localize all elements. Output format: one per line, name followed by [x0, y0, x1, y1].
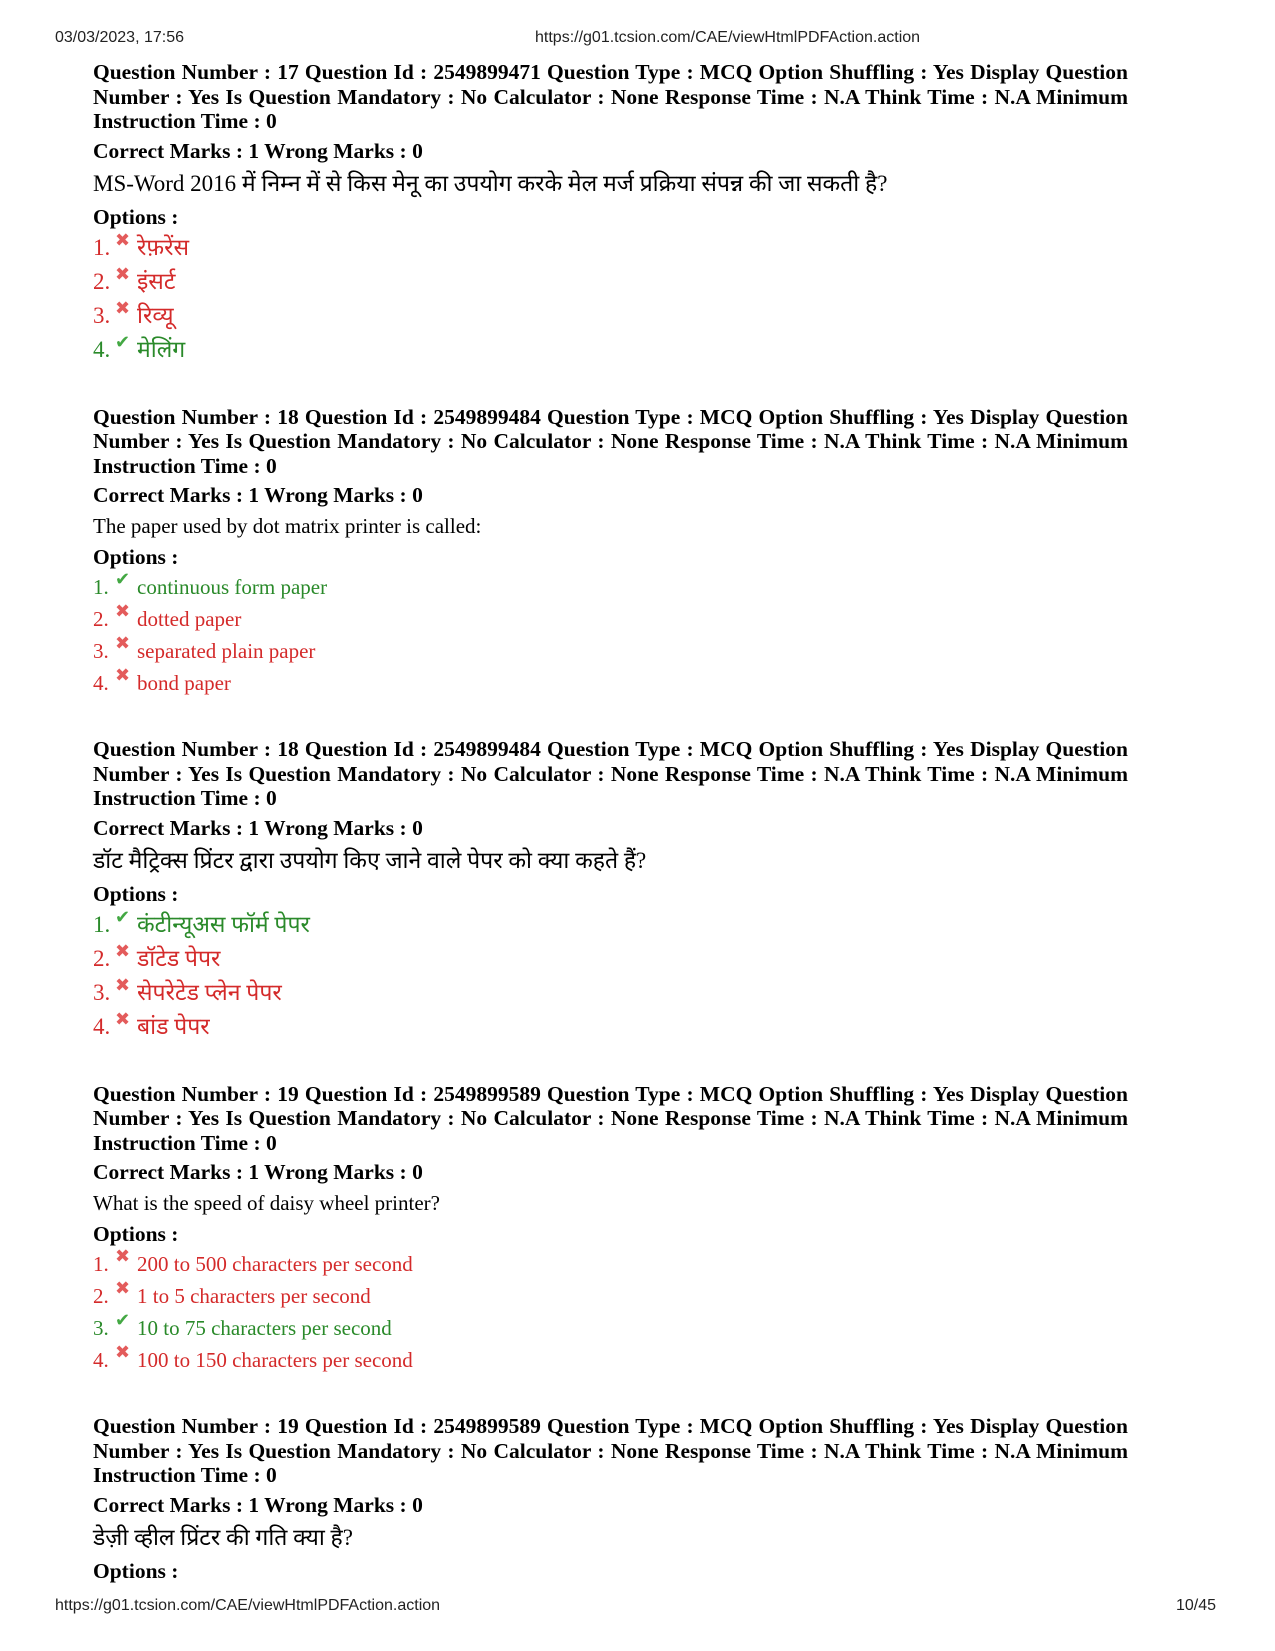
question-block — [93, 1414, 1128, 1585]
question-text: डेज़ी व्हील प्रिंटर की गति क्या है? — [93, 1524, 353, 1550]
option-item — [93, 1248, 1128, 1280]
option-number: 2. — [93, 1284, 109, 1308]
option-number: 4. — [93, 1348, 109, 1372]
question-marks: Correct Marks : 1 Wrong Marks : 0 — [93, 1492, 423, 1517]
options-label: Options : — [93, 204, 179, 229]
cross-icon: ✖ — [115, 974, 131, 996]
cross-icon: ✖ — [115, 1246, 131, 1267]
cross-icon: ✖ — [115, 229, 131, 251]
option-text: रिव्यू — [137, 302, 174, 328]
cross-icon: ✖ — [115, 940, 131, 962]
question-meta: Question Number : 19 Question Id : 2549899589 Question Type : MCQ Option Shuffling : Yes Display Question Number : Yes Is Question Mandatory : No Calculator : None Response Time : N.A Think Time : N.A Minimum Instruction Time : 0 — [93, 1081, 1128, 1155]
options-label: Options : — [93, 1558, 179, 1583]
question-block — [93, 60, 1128, 367]
question-text: What is the speed of daisy wheel printer? — [93, 1191, 440, 1215]
option-number: 1. — [93, 234, 111, 260]
option-item — [93, 571, 1128, 603]
cross-icon: ✖ — [115, 263, 131, 285]
options-label: Options : — [93, 1222, 179, 1246]
option-number: 4. — [93, 671, 109, 695]
option-item — [93, 1280, 1128, 1312]
question-meta: Question Number : 17 Question Id : 2549899471 Question Type : MCQ Option Shuffling : Yes Display Question Number : Yes Is Question Mandatory : No Calculator : None Response Time : N.A Think Time : N.A Minimum Instruction Time : 0 — [93, 60, 1128, 133]
option-text: सेपरेटेड प्लेन पेपर — [137, 979, 282, 1005]
check-icon: ✔ — [115, 906, 131, 928]
option-item — [93, 942, 1128, 976]
option-number: 3. — [93, 979, 111, 1005]
option-text: 100 to 150 characters per second — [137, 1348, 413, 1372]
option-text: separated plain paper — [137, 639, 316, 663]
option-item — [93, 265, 1128, 299]
option-item — [93, 908, 1128, 942]
question-block — [93, 1082, 1128, 1377]
question-meta: Question Number : 18 Question Id : 2549899484 Question Type : MCQ Option Shuffling : Yes Display Question Number : Yes Is Question Mandatory : No Calculator : None Response Time : N.A Think Time : N.A Minimum Instruction Time : 0 — [93, 737, 1128, 810]
cross-icon: ✖ — [115, 633, 131, 654]
option-text: 200 to 500 characters per second — [137, 1252, 413, 1276]
option-item — [93, 603, 1128, 635]
option-text: रेफ़रेंस — [137, 234, 190, 260]
option-number: 4. — [93, 336, 111, 362]
cross-icon: ✖ — [115, 1342, 131, 1363]
option-text: 1 to 5 characters per second — [137, 1284, 371, 1308]
option-text: dotted paper — [137, 607, 242, 631]
option-number: 4. — [93, 1013, 111, 1039]
option-item — [93, 1344, 1128, 1376]
check-icon: ✔ — [115, 331, 131, 353]
option-number: 2. — [93, 945, 111, 971]
check-icon: ✔ — [115, 1310, 131, 1331]
question-text: MS-Word 2016 में निम्न में से किस मेनू का उपयोग करके मेल मर्ज प्रक्रिया संपन्न की जा सकती है? — [93, 170, 888, 196]
question-marks: Correct Marks : 1 Wrong Marks : 0 — [93, 483, 423, 507]
question-meta: Question Number : 19 Question Id : 2549899589 Question Type : MCQ Option Shuffling : Yes Display Question Number : Yes Is Question Mandatory : No Calculator : None Response Time : N.A Think Time : N.A Minimum Instruction Time : 0 — [93, 1414, 1128, 1487]
cross-icon: ✖ — [115, 665, 131, 686]
cross-icon: ✖ — [115, 601, 131, 622]
page-number: 10/45 — [1176, 1597, 1217, 1614]
question-marks: Correct Marks : 1 Wrong Marks : 0 — [93, 138, 423, 163]
option-number: 2. — [93, 607, 109, 631]
option-number: 1. — [93, 911, 111, 937]
option-item — [93, 635, 1128, 667]
option-item — [93, 1312, 1128, 1344]
option-number: 3. — [93, 302, 111, 328]
option-text: continuous form paper — [137, 575, 328, 599]
option-item — [93, 1010, 1128, 1044]
question-meta: Question Number : 18 Question Id : 2549899484 Question Type : MCQ Option Shuffling : Yes Display Question Number : Yes Is Question Mandatory : No Calculator : None Response Time : N.A Think Time : N.A Minimum Instruction Time : 0 — [93, 404, 1128, 478]
option-text: 10 to 75 characters per second — [137, 1316, 392, 1340]
question-marks: Correct Marks : 1 Wrong Marks : 0 — [93, 1160, 423, 1184]
footer-url: https://g01.tcsion.com/CAE/viewHtmlPDFAction.action — [55, 1597, 441, 1614]
question-list — [93, 60, 1128, 1623]
option-item — [93, 299, 1128, 333]
check-icon: ✔ — [115, 569, 131, 590]
option-number: 2. — [93, 268, 111, 294]
option-number: 1. — [93, 1252, 109, 1276]
print-datetime: 03/03/2023, 17:56 — [55, 29, 185, 46]
options-label: Options : — [93, 881, 179, 906]
cross-icon: ✖ — [115, 1008, 131, 1030]
question-marks: Correct Marks : 1 Wrong Marks : 0 — [93, 815, 423, 840]
option-number: 1. — [93, 575, 109, 599]
option-number: 3. — [93, 639, 109, 663]
question-block — [93, 405, 1128, 700]
cross-icon: ✖ — [115, 1278, 131, 1299]
option-text: बांड पेपर — [137, 1013, 210, 1039]
question-text: डॉट मैट्रिक्स प्रिंटर द्वारा उपयोग किए जाने वाले पेपर को क्या कहते हैं? — [93, 847, 647, 873]
question-block — [93, 737, 1128, 1044]
option-item — [93, 333, 1128, 367]
question-text: The paper used by dot matrix printer is called: — [93, 514, 482, 538]
option-text: मेलिंग — [137, 336, 186, 362]
print-url: https://g01.tcsion.com/CAE/viewHtmlPDFAction.action — [535, 29, 921, 46]
option-item — [93, 667, 1128, 699]
cross-icon: ✖ — [115, 297, 131, 319]
option-item — [93, 231, 1128, 265]
option-number: 3. — [93, 1316, 109, 1340]
options-label: Options : — [93, 545, 179, 569]
option-text: bond paper — [137, 671, 231, 695]
option-text: डॉटेड पेपर — [137, 945, 221, 971]
option-text: इंसर्ट — [137, 268, 176, 294]
option-text: कंटीन्यूअस फॉर्म पेपर — [137, 911, 310, 937]
option-item — [93, 976, 1128, 1010]
